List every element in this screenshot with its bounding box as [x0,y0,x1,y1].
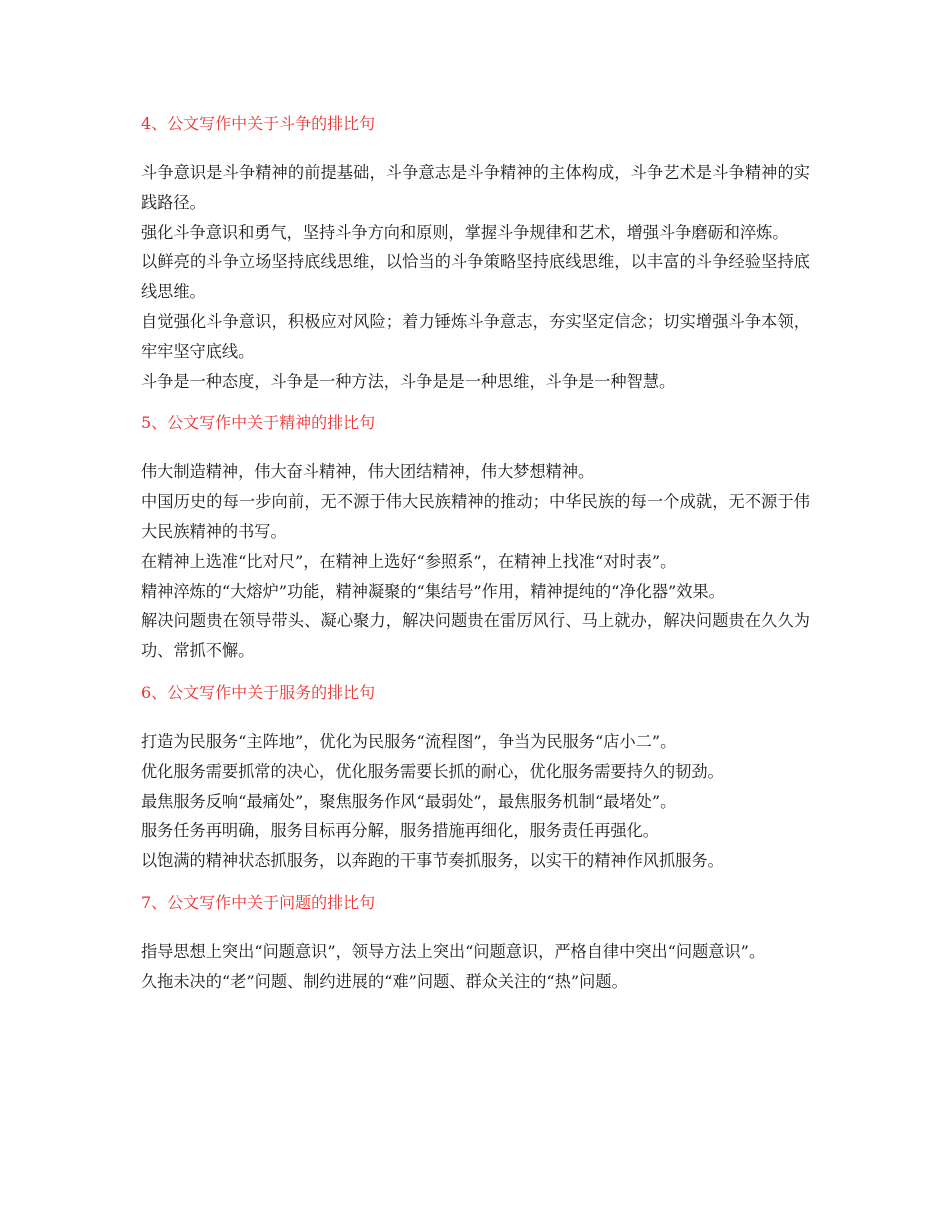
paragraph: 最焦服务反响“最痛处”，聚焦服务作风“最弱处”，最焦服务机制“最堵处”。 [141,791,677,811]
paragraph: 解决问题贵在领导带头、凝心聚力，解决问题贵在雷厉风行、马上就办，解决问题贵在久久为功、常抓不懈。 [141,611,810,661]
section-spirit [141,410,810,666]
paragraph: 以鲜亮的斗争立场坚持底线思维，以恰当的斗争策略坚持底线思维，以丰富的斗争经验坚持底线思维。 [141,252,810,302]
paragraph: 指导思想上突出“问题意识”，领导方法上突出“问题意识，严格自律中突出“问题意识”。 [141,941,766,961]
section-heading: 5、公文写作中关于精神的排比句 [141,413,376,433]
paragraph: 打造为民服务“主阵地”，优化为民服务“流程图”，争当为民服务“店小二”。 [141,731,677,751]
section-service [141,680,810,876]
section-heading: 7、公文写作中关于问题的排比句 [141,892,376,912]
paragraph: 在精神上选准“比对尺”，在精神上选好“参照系”，在精神上找准“对时表”。 [141,551,677,571]
paragraph: 久拖未决的“老”问题、制约进展的“难”问题、群众关注的“热”问题。 [141,971,628,991]
paragraph: 斗争是一种态度，斗争是一种方法，斗争是是一种思维，斗争是一种智慧。 [141,371,676,391]
paragraph: 精神淬炼的“大熔炉”功能，精神凝聚的“集结号”作用，精神提纯的“净化器”效果。 [141,581,725,601]
paragraph: 自觉强化斗争意识，积极应对风险；着力锤炼斗争意志，夯实坚定信念；切实增强斗争本领，牢牢坚守底线。 [141,311,810,361]
section-heading: 4、公文写作中关于斗争的排比句 [141,114,376,133]
paragraph: 优化服务需要抓常的决心，优化服务需要长抓的耐心，优化服务需要持久的韧劲。 [141,761,724,781]
section-heading: 6、公文写作中关于服务的排比句 [141,682,376,702]
paragraph: 中国历史的每一步向前，无不源于伟大民族精神的推动；中华民族的每一个成就，无不源于伟大民族精神的书写。 [141,492,810,541]
paragraph: 强化斗争意识和勇气，坚持斗争方向和原则，掌握斗争规律和艺术，增强斗争磨砺和淬炼。 [141,222,789,242]
paragraph: 斗争意识是斗争精神的前提基础，斗争意志是斗争精神的主体构成，斗争艺术是斗争精神的实践路径。 [141,163,810,212]
section-struggle [141,111,810,396]
section-problem [141,890,810,997]
paragraph: 服务任务再明确，服务目标再分解，服务措施再细化，服务责任再强化。 [141,821,659,841]
paragraph: 以饱满的精神状态抓服务，以奔跑的干事节奏抓服务，以实干的精神作风抓服务。 [141,851,724,871]
paragraph: 伟大制造精神，伟大奋斗精神，伟大团结精神，伟大梦想精神。 [141,462,595,482]
